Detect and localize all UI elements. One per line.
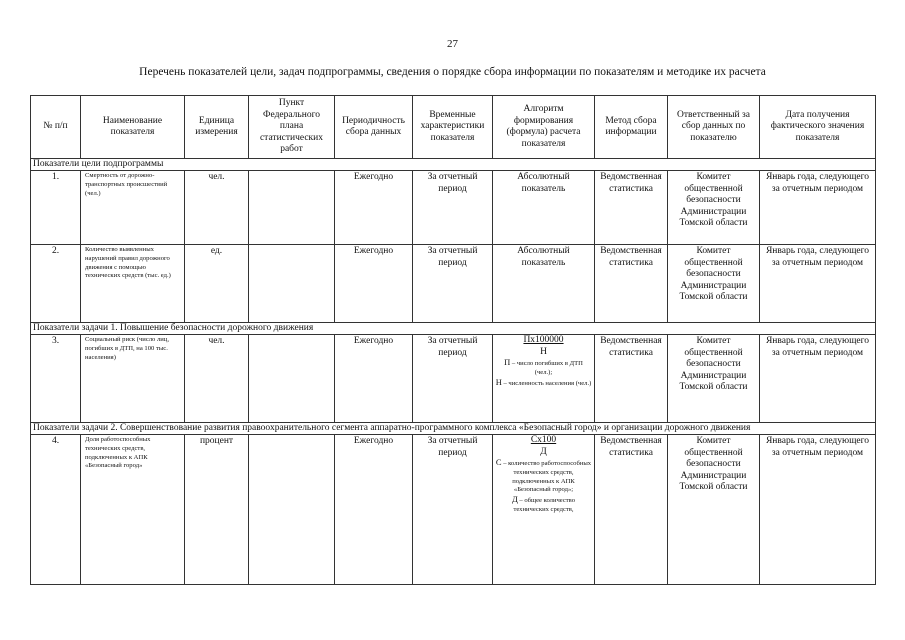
header-date: Дата получения фактического значения показателя <box>760 96 876 159</box>
table-header-row <box>31 96 876 159</box>
formula-denominator: Д <box>540 446 547 457</box>
row-responsible: Комитет общественной безопасности Администрации Томской области <box>668 335 760 423</box>
row-formula <box>493 335 595 423</box>
row-plan-item <box>249 335 335 423</box>
table-row <box>31 245 876 323</box>
header-plan-item: Пункт Федерального плана статистических работ <box>249 96 335 159</box>
formula-symbol: С <box>495 457 502 467</box>
section-row <box>31 159 876 171</box>
row-periodicity: Ежегодно <box>335 245 413 323</box>
row-date: Январь года, следующего за отчетным периодом <box>760 171 876 245</box>
row-periodicity: Ежегодно <box>335 171 413 245</box>
row-unit: ед. <box>185 245 249 323</box>
row-formula <box>493 435 595 585</box>
row-num: 1. <box>31 171 81 245</box>
row-time: За отчетный период <box>413 435 493 585</box>
header-unit: Единица измерения <box>185 96 249 159</box>
table-row <box>31 435 876 585</box>
row-plan-item <box>249 171 335 245</box>
row-num: 4. <box>31 435 81 585</box>
header-time: Временные характеристики показателя <box>413 96 493 159</box>
row-indicator-name: Доля работоспособных технических средств, подключенных к АПК «Безопасный город» <box>81 435 185 585</box>
formula-denominator: Н <box>540 346 547 357</box>
table-row <box>31 171 876 245</box>
row-date: Январь года, следующего за отчетным периодом <box>760 245 876 323</box>
row-periodicity: Ежегодно <box>335 335 413 423</box>
formula-note-text: – численность населения (чел.) <box>501 379 592 387</box>
row-unit: чел. <box>185 335 249 423</box>
row-indicator-name: Количество выявленных нарушений правил дорожного движения с помощью технических средств (тыс. ед.) <box>81 245 185 323</box>
formula-note <box>495 358 592 378</box>
row-unit: чел. <box>185 171 249 245</box>
header-method: Метод сбора информации <box>595 96 668 159</box>
row-plan-item <box>249 245 335 323</box>
formula-note-text: – общее количество технических средств, <box>513 497 576 513</box>
row-num: 3. <box>31 335 81 423</box>
row-responsible: Комитет общественной безопасности Администрации Томской области <box>668 171 760 245</box>
row-formula: Абсолютный показатель <box>493 245 595 323</box>
section-title: Показатели задачи 1. Повышение безопасности дорожного движения <box>31 323 876 335</box>
section-title: Показатели цели подпрограммы <box>31 159 876 171</box>
row-periodicity: Ежегодно <box>335 435 413 585</box>
header-periodicity: Периодичность сбора данных <box>335 96 413 159</box>
row-method: Ведомственная статистика <box>595 435 668 585</box>
row-date: Январь года, следующего за отчетным периодом <box>760 435 876 585</box>
row-method: Ведомственная статистика <box>595 335 668 423</box>
row-date: Январь года, следующего за отчетным периодом <box>760 335 876 423</box>
formula-note <box>495 458 592 495</box>
row-formula: Абсолютный показатель <box>493 171 595 245</box>
header-formula: Алгоритм формирования (формула) расчета показателя <box>493 96 595 159</box>
table-row <box>31 335 876 423</box>
section-row <box>31 323 876 335</box>
formula-symbol: Н <box>495 376 502 387</box>
formula-note <box>495 378 592 389</box>
section-title: Показатели задачи 2. Совершенствование развития правоохранительного сегмента аппаратно-программного комплекса «Безопасный город» и организации дорожного движения <box>31 423 876 435</box>
row-time: За отчетный период <box>413 171 493 245</box>
formula-numerator: Пх100000 <box>523 335 564 345</box>
row-responsible: Комитет общественной безопасности Администрации Томской области <box>668 245 760 323</box>
row-indicator-name: Социальный риск (число лиц, погибших в ДТП, на 100 тыс. населения) <box>81 335 185 423</box>
row-time: За отчетный период <box>413 245 493 323</box>
row-num: 2. <box>31 245 81 323</box>
header-num: № п/п <box>31 96 81 159</box>
page-number: 27 <box>447 38 458 50</box>
row-method: Ведомственная статистика <box>595 171 668 245</box>
row-indicator-name: Смертность от дорожно-транспортных происшествий (чел.) <box>81 171 185 245</box>
formula-note-text: – количество работоспособных технических средств, подключенных к АПК «Безопасный город»; <box>501 460 592 494</box>
formula-symbol: Д <box>511 494 518 505</box>
section-row <box>31 423 876 435</box>
header-name: Наименование показателя <box>81 96 185 159</box>
row-unit: процент <box>185 435 249 585</box>
formula-note-text: – число погибших в ДТП (чел.); <box>510 360 583 376</box>
formula-symbol: П <box>504 357 511 367</box>
row-time: За отчетный период <box>413 335 493 423</box>
row-plan-item <box>249 435 335 585</box>
row-responsible: Комитет общественной безопасности Администрации Томской области <box>668 435 760 585</box>
indicators-table <box>30 95 876 585</box>
document-title: Перечень показателей цели, задач подпрограммы, сведения о порядке сбора информации по показателям и методике их расчета <box>139 66 766 78</box>
row-method: Ведомственная статистика <box>595 245 668 323</box>
formula-numerator: Сх100 <box>530 435 557 445</box>
header-responsible: Ответственный за сбор данных по показателю <box>668 96 760 159</box>
formula-note <box>495 495 592 515</box>
